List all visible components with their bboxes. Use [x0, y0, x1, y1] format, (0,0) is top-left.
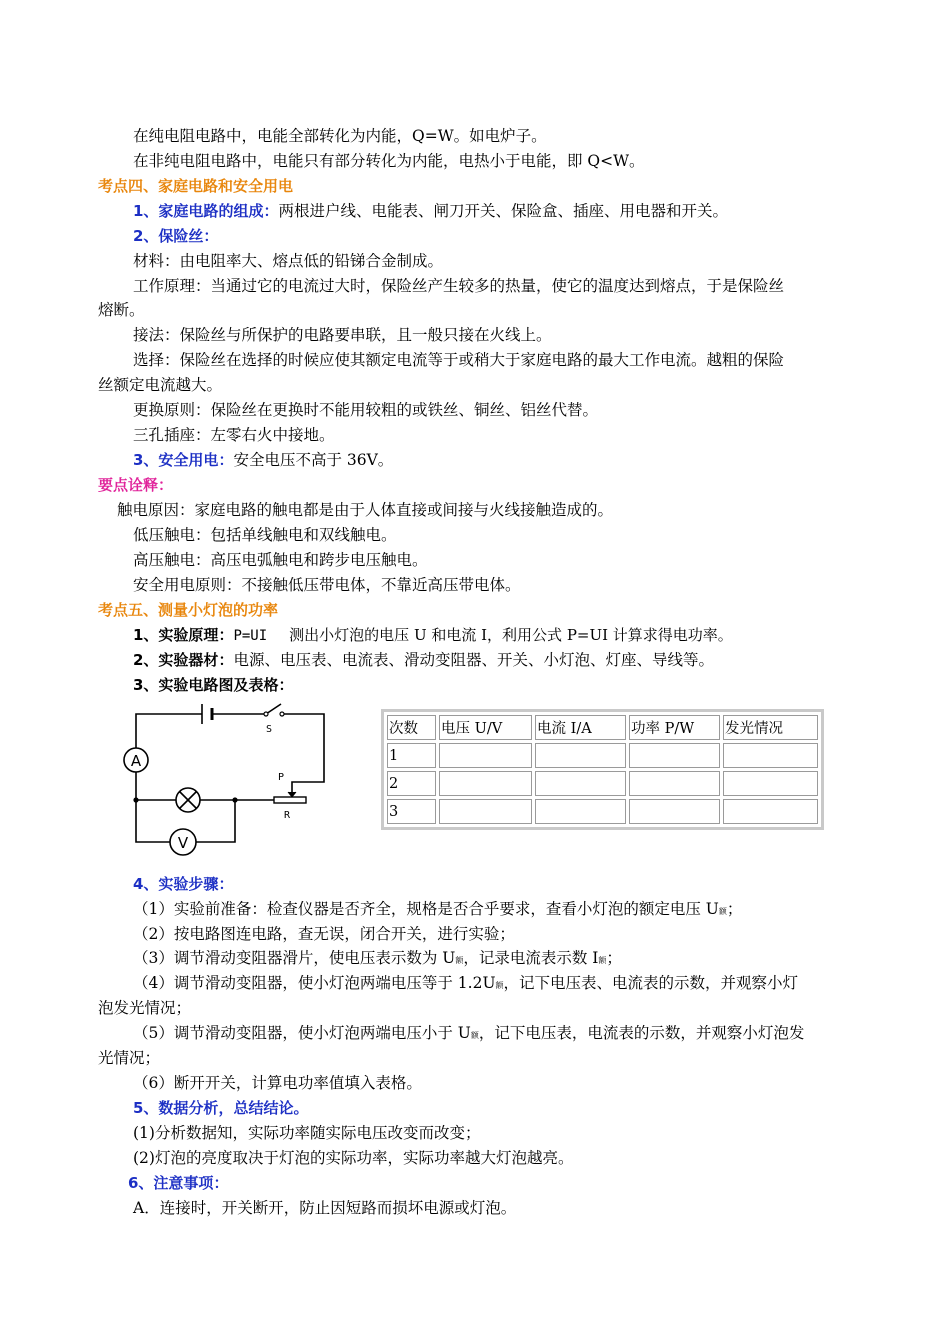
item-text: 测出小灯泡的电压 U 和电流 I，利用公式 P=UI 计算求得电功率。: [289, 626, 733, 644]
battery-icon: [202, 704, 212, 724]
para-socket: 三孔插座：左零右火中接地。: [133, 426, 335, 444]
table-cell: [723, 771, 818, 796]
ammeter-icon: [124, 748, 148, 772]
subscript: 额: [455, 956, 464, 965]
item-precautions: 6、注意事项：: [128, 1174, 229, 1192]
voltmeter-label: V: [177, 834, 189, 852]
para-fuse-connect: 接法：保险丝与所保护的电路要串联，且一般只接在火线上。: [133, 326, 552, 344]
para-fuse-principle: 工作原理：当通过它的电流过大时，保险丝产生较多的热量，使它的温度达到熔点，于是保险丝: [133, 277, 785, 295]
data-table: [381, 709, 824, 830]
item-household-circuit: [133, 201, 728, 221]
item-text: 电源、电压表、电流表、滑动变阻器、开关、小灯泡、灯座、导线等。: [233, 651, 714, 669]
heading-section-5: 考点五、测量小灯泡的功率: [98, 601, 279, 619]
item-label: 1、实验原理：: [133, 626, 234, 644]
item-data-analysis: 5、数据分析，总结结论。: [133, 1099, 309, 1117]
heading-key-notes: 要点诠释：: [98, 476, 174, 494]
table-cell: 1: [387, 743, 436, 768]
item-label: 2、实验器材：: [133, 651, 234, 669]
step-text: ，记录电流表示数 I: [463, 949, 599, 967]
junction-dot: [232, 797, 237, 802]
item-experiment-principle: [133, 625, 733, 646]
ammeter-label: A: [130, 752, 142, 770]
junction-dot: [133, 797, 138, 802]
table-row: [387, 771, 818, 796]
table-cell: [629, 799, 720, 824]
table-header-cell: 发光情况: [723, 715, 818, 740]
heading-section-4: 考点四、家庭电路和安全用电: [98, 177, 294, 195]
item-fuse-label: 2、保险丝：: [133, 227, 219, 245]
table-cell: [629, 743, 720, 768]
item-safe-electricity: [133, 450, 393, 470]
table-cell: [723, 743, 818, 768]
table-row: [387, 799, 818, 824]
item-text: 安全电压不高于 36V。: [233, 451, 394, 469]
step-5: [133, 1023, 804, 1046]
table-cell: [439, 743, 532, 768]
step-text: ；: [726, 900, 743, 918]
item-experiment-equipment: [133, 650, 714, 670]
step-1: [133, 899, 742, 922]
item-circuit-and-table: 3、实验电路图及表格：: [133, 676, 294, 694]
table-header-cell: 电流 I/A: [535, 715, 626, 740]
table-header-cell: 电压 U/V: [439, 715, 532, 740]
para-fuse-replace: 更换原则：保险丝在更换时不能用较粗的或铁丝、铜丝、铝丝代替。: [133, 401, 599, 419]
subscript: 额: [718, 907, 727, 916]
conclusion-2: (2)灯泡的亮度取决于灯泡的实际功率，实际功率越大灯泡越亮。: [133, 1149, 574, 1167]
precaution-a: A．连接时，开关断开，防止因短路而损坏电源或灯泡。: [133, 1199, 517, 1217]
para-shock-cause: 触电原因：家庭电路的触电都是由于人体直接或间接与火线接触造成的。: [117, 501, 614, 519]
table-cell: [439, 799, 532, 824]
step-2: （2）按电路图连电路，查无误，闭合开关，进行实验；: [133, 925, 515, 943]
subscript: 额: [598, 956, 607, 965]
para-nonpure-resistance: 在非纯电阻电路中，电能只有部分转化为内能，电热小于电能，即 Q<W。: [133, 152, 645, 170]
para-fuse-select-cont: 丝额定电流越大。: [98, 376, 223, 394]
para-safety-rule: 安全用电原则：不接触低压带电体，不靠近高压带电体。: [133, 576, 521, 594]
table-cell: [439, 771, 532, 796]
step-text: （1）实验前准备：检查仪器是否齐全，规格是否合乎要求，查看小灯泡的额定电压 U: [133, 900, 719, 918]
subscript: 额: [470, 1031, 479, 1040]
table-header-cell: 功率 P/W: [629, 715, 720, 740]
conclusion-1: (1)分析数据知，实际功率随实际电压改变而改变；: [133, 1124, 481, 1142]
item-text: 两根进户线、电能表、闸刀开关、保险盒、插座、用电器和开关。: [278, 202, 728, 220]
rheostat-icon: [274, 792, 306, 803]
item-label: 3、安全用电：: [133, 451, 234, 469]
para-fuse-material: 材料：由电阻率大、熔点低的铅锑合金制成。: [133, 252, 444, 270]
para-fuse-select: 选择：保险丝在选择的时候应使其额定电流等于或稍大于家庭电路的最大工作电流。越粗的保险: [133, 351, 785, 369]
para-low-voltage-shock: 低压触电：包括单线触电和双线触电。: [133, 526, 397, 544]
step-text: ，记下电压表，电流表的示数，并观察小灯泡发: [478, 1024, 805, 1042]
wire-right: [282, 714, 324, 792]
table-cell: [723, 799, 818, 824]
para-pure-resistance: 在纯电阻电路中，电能全部转化为内能，Q=W。如电炉子。: [133, 127, 547, 145]
switch-icon: [264, 704, 284, 716]
table-cell: [535, 799, 626, 824]
subscript: 额: [495, 981, 504, 990]
circuit-diagram: [112, 700, 342, 860]
rheostat-label: R: [284, 810, 291, 821]
step-text: （5）调节滑动变阻器，使小灯泡两端电压小于 U: [133, 1024, 471, 1042]
step-4: [133, 973, 798, 996]
table-cell: [535, 771, 626, 796]
step-3: [133, 948, 622, 971]
step-5-cont: 光情况；: [98, 1049, 161, 1067]
step-text: （3）调节滑动变阻器滑片，使电压表示数为 U: [133, 949, 456, 967]
item-label: 1、家庭电路的组成：: [133, 202, 279, 220]
lamp-icon: [176, 788, 200, 812]
table-cell: 3: [387, 799, 436, 824]
step-6: （6）断开开关，计算电功率值填入表格。: [133, 1074, 422, 1092]
table-header-cell: 次数: [387, 715, 436, 740]
slider-label: P: [278, 772, 285, 783]
table-cell: [629, 771, 720, 796]
step-4-cont: 泡发光情况；: [98, 999, 192, 1017]
step-text: （4）调节滑动变阻器，使小灯泡两端电压等于 1.2U: [133, 974, 496, 992]
formula: P=UI: [233, 628, 268, 644]
voltmeter-icon: [170, 829, 196, 855]
switch-label: S: [266, 724, 273, 735]
table-cell: 2: [387, 771, 436, 796]
step-text: ；: [606, 949, 622, 967]
item-experiment-steps: 4、实验步骤：: [133, 875, 234, 893]
table-cell: [535, 743, 626, 768]
table-row: [387, 743, 818, 768]
table-header-row: [387, 715, 818, 740]
para-high-voltage-shock: 高压触电：高压电弧触电和跨步电压触电。: [133, 551, 428, 569]
step-text: ，记下电压表、电流表的示数，并观察小灯: [503, 974, 799, 992]
para-fuse-principle-cont: 熔断。: [98, 301, 145, 319]
